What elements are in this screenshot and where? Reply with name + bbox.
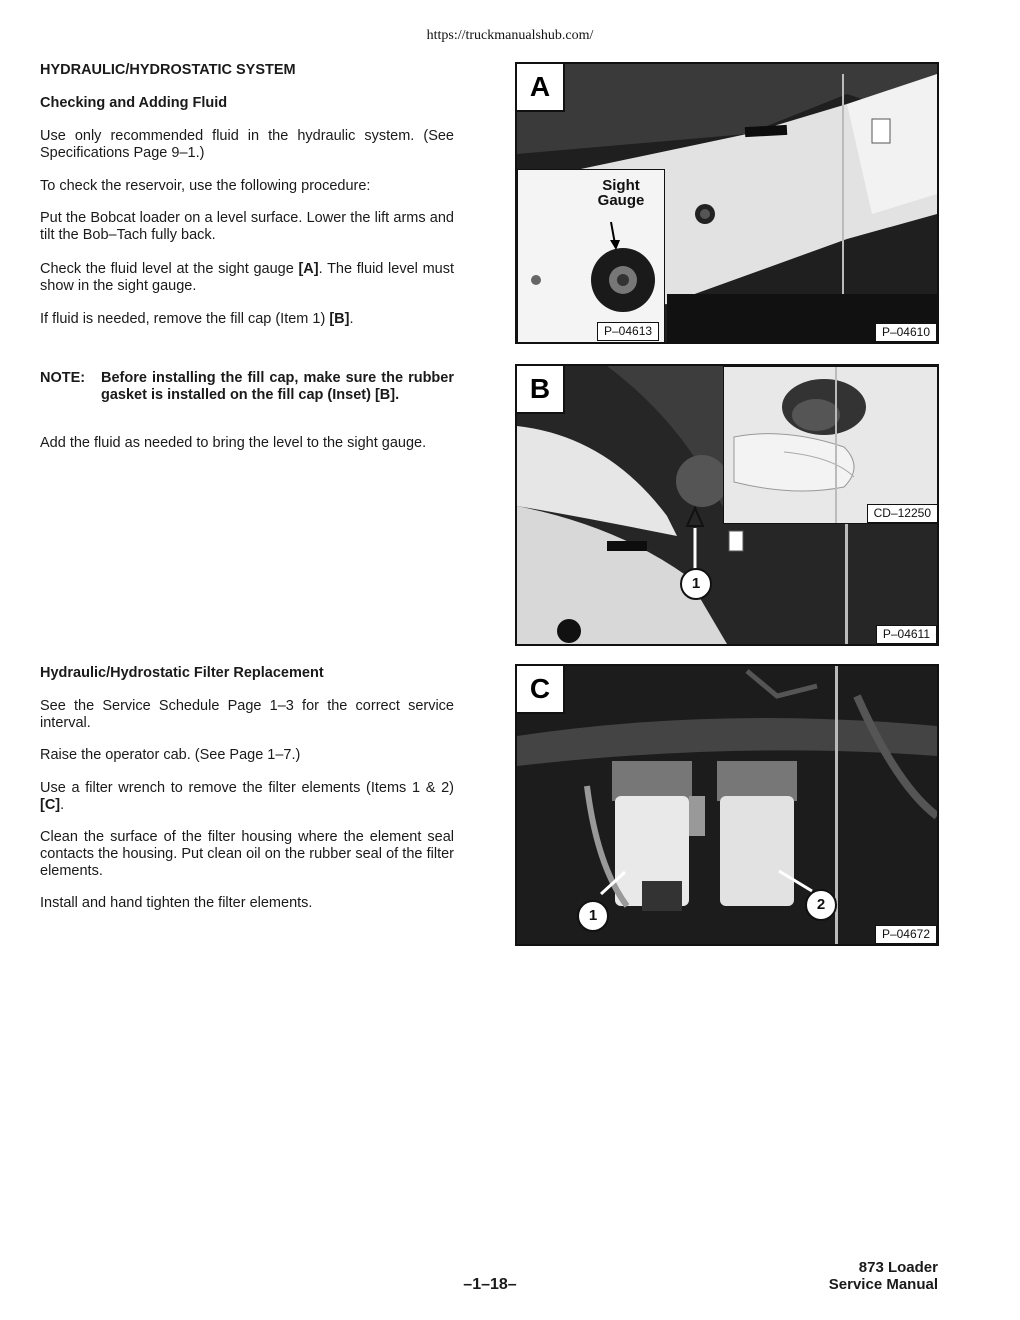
sight-gauge-inset	[517, 169, 665, 344]
source-url: https://truckmanualshub.com/	[426, 28, 594, 43]
paragraph-hand-tighten	[40, 895, 454, 912]
figure-a	[515, 62, 939, 344]
inset-code: CD–12250	[867, 504, 938, 523]
figure-letter: B	[517, 366, 565, 414]
callout-2: 2	[805, 889, 837, 921]
paragraph-text: Add the fluid as needed to bring the level to the sight gauge.	[40, 435, 427, 451]
manual-title-line-1: 873 Loader	[858, 1259, 938, 1276]
paragraph-level-surface	[40, 210, 454, 244]
callout-1: 1	[577, 900, 609, 932]
paragraph-raise-cab	[40, 747, 454, 764]
figure-code: P–04610	[875, 323, 937, 342]
inset-code: P–04613	[597, 322, 659, 341]
figure-letter: C	[517, 666, 565, 714]
manual-title-line-2: Service Manual	[828, 1276, 938, 1293]
paragraph-filter-wrench	[40, 780, 454, 814]
paragraph-sight-gauge	[40, 261, 454, 295]
callout-1: 1	[680, 568, 712, 600]
note-label: NOTE:	[40, 370, 86, 386]
manual-title	[829, 1259, 938, 1293]
figure-c	[515, 664, 939, 946]
figure-c-photo	[517, 666, 937, 944]
paragraph-service-interval	[40, 698, 454, 732]
paragraph-check-reservoir	[40, 178, 454, 195]
sight-gauge-label-line-2: Gauge	[597, 192, 645, 209]
paragraph-add-fluid	[40, 435, 454, 452]
sight-gauge-label-line-1: Sight	[602, 177, 640, 194]
note-text: Before installing the fill cap, make sure the rubber gasket is installed on the fill cap (Inset) [B].	[101, 370, 454, 403]
paragraph-text: Install and hand tighten the filter elements.	[40, 895, 313, 911]
text-segment: Check the fluid level at the sight gauge	[40, 261, 299, 277]
paragraph-fluid-recommendation	[40, 128, 454, 162]
paragraph-text: To check the reservoir, use the following procedure:	[40, 178, 371, 194]
section-subtitle: Checking and Adding Fluid	[40, 95, 228, 111]
paragraph-text: See the Service Schedule Page 1–3 for the correct service interval.	[40, 698, 454, 731]
filter-section-title: Hydraulic/Hydrostatic Filter Replacement	[40, 665, 324, 681]
paragraph-text: Clean the surface of the filter housing where the element seal contacts the housing. Put clean oil on the rubber seal of the filter elements.	[40, 829, 454, 879]
figure-code: P–04672	[875, 925, 937, 944]
fill-cap-inset	[723, 366, 939, 524]
figure-code: P–04611	[876, 625, 937, 644]
text-segment: Use a filter wrench to remove the filter elements (Items 1 & 2)	[40, 780, 454, 796]
text-segment: .	[60, 797, 65, 813]
sight-gauge-label	[576, 178, 665, 208]
paragraph-text: Use only recommended fluid in the hydraulic system. (See Specifications Page 9–1.)	[40, 128, 454, 161]
figure-ref-c: [C]	[40, 797, 61, 813]
figure-letter: A	[517, 64, 565, 112]
text-segment: If fluid is needed, remove the fill cap (Item 1)	[40, 311, 330, 327]
figure-ref-a: [A]	[298, 261, 319, 277]
page-number: –1–18–	[463, 1276, 517, 1293]
paragraph-text: Put the Bobcat loader on a level surface. Lower the lift arms and tilt the Bob–Tach fully back.	[40, 210, 454, 243]
text-segment: . The fluid level must show in the sight gauge.	[40, 261, 454, 294]
section-title: HYDRAULIC/HYDROSTATIC SYSTEM	[40, 62, 296, 78]
figure-b	[515, 364, 939, 646]
paragraph-text: Raise the operator cab. (See Page 1–7.)	[40, 747, 301, 763]
fill-cap-inset-photo	[724, 367, 938, 523]
text-segment: .	[349, 311, 354, 327]
figure-ref-b: [B]	[329, 311, 350, 327]
paragraph-clean-housing	[40, 829, 454, 880]
note-block	[40, 370, 454, 404]
paragraph-fill-cap	[40, 311, 454, 328]
